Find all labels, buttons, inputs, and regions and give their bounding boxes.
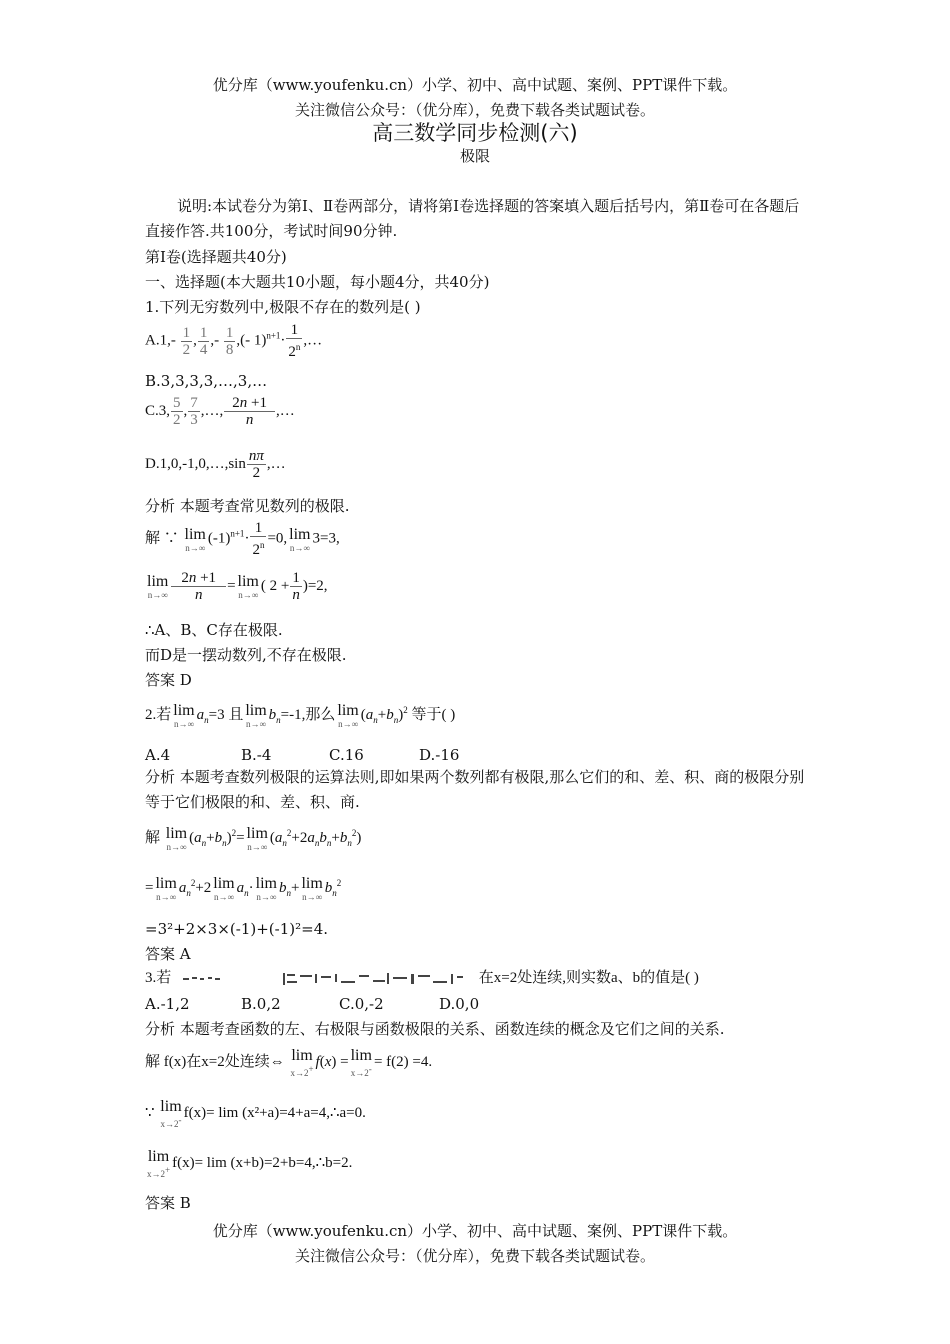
q2-analysis: 分析 本题考查数列极限的运算法则,即如果两个数列都有极限,那么它们的和、差、积、商的极限分别等于它们极限的和、差、积、商. [145, 768, 805, 811]
q1-solution-prefix: 解 ∵ [145, 530, 179, 547]
footer-line-1: 优分库（www.youfenku.cn）小学、初中、高中试题、案例、PPT课件下载。 [212, 1222, 738, 1240]
page-subtitle: 极限 [459, 147, 490, 165]
q1-answer: 答案 D [145, 671, 192, 689]
q1-solution-line-2: lim n→∞ $\frac{2n +1}{n}$ = lim n→∞ ( 2 + $\frac{1}{n}$ )=2, [147, 570, 328, 603]
q2-solution-line-2: = lim n→∞ $a_n^2+2$ lim n→∞ $a_n\cdot$ lim n→∞ $b_n+$ lim n→∞ $b_n^2$ [145, 875, 342, 903]
q2-solution-line-1: 解 lim n→∞ $(a_n+b_n)^2=$ lim n→∞ $(a_n^2+2a_nb_n+b_n^2)$ [145, 825, 362, 853]
q3-analysis: 分析 本题考查函数的左、右极限与函数极限的关系、函数连续的概念及它们之间的关系. [145, 1020, 725, 1038]
q3-solution-line-2: ∵ lim x→2- f(x)= lim (x²+a)=4+a=4,∴a=0. [145, 1098, 366, 1129]
page-title: 高三数学同步检测(六) [372, 121, 578, 145]
footer-line-2: 关注微信公众号：（优分库），免费下载各类试题试卷。 [294, 1247, 655, 1265]
q1-conclusion-1: ∴A、B、C存在极限. [145, 621, 283, 639]
q3-solution-line-1-end: = f(2) =4. [373, 1053, 433, 1070]
part-heading: 一、选择题(本大题共10小题，每小题4分，共40分) [145, 273, 490, 291]
q1-option-d: D.1,0,-1,0,…,sin $\frac{n\pi}{2}$ ,… [145, 448, 286, 481]
q3-stem [145, 968, 699, 988]
q3-option-b: B.0,2 [241, 995, 281, 1013]
q1-analysis: 分析 本题考查常见数列的极限. [145, 497, 350, 515]
q1-option-a-prefix: A.1,- [145, 332, 176, 349]
q3-solution-line-3-text: f(x)= lim (x+b)=2+b=4,∴b=2. [172, 1154, 353, 1171]
q1-conclusion-2: 而D是一摆动数列,不存在极限. [145, 646, 347, 664]
q3-stem-prefix: 3.若 [145, 970, 172, 986]
q3-solution-line-1: 解 f(x)在x=2处连续⇔ lim x→2+ f(x) = lim x→2- = f(2) =4. [145, 1047, 433, 1078]
q3-solution-line-2-text: f(x)= lim (x²+a)=4+a=4,∴a=0. [183, 1104, 366, 1121]
q3-stem-suffix: 在x=2处连续,则实数a、b的值是( ) [478, 970, 699, 986]
q2-option-c: C.16 [329, 746, 364, 764]
q2-answer: 答案 A [145, 945, 191, 963]
q1-option-c: C.3, $\frac{5}{2}$ , $\frac{7}{3}$ ,…, $\frac{2n +1}{n}$ ,… [145, 395, 295, 428]
q2-solution-prefix: 解 [145, 830, 161, 846]
intro-text: 说明:本试卷分为第Ⅰ、Ⅱ卷两部分，请将第Ⅰ卷选择题的答案填入题后括号内，第Ⅱ卷可在各题后直接作答.共100分，考试时间90分钟. [145, 197, 800, 240]
q3-answer: 答案 B [145, 1194, 191, 1212]
section-heading: 第Ⅰ卷(选择题共40分) [145, 248, 287, 266]
q2-option-d: D.-16 [419, 746, 460, 764]
q1-solution-line-1: 解 ∵ lim n→∞ $(-1)^{n+1}\cdot$ $\frac{1}{2^n}$ =0, lim n→∞ 3=3, [145, 520, 340, 558]
q1-option-d-prefix: D.1,0,-1,0,…,sin [145, 455, 246, 472]
q3-option-d: D.0,0 [439, 995, 480, 1013]
q3-solution-line-1-text: 解 f(x)在x=2处连续⇔ [145, 1053, 285, 1070]
q1-option-c-prefix: C.3, [145, 402, 171, 419]
header-line-1: 优分库（www.youfenku.cn）小学、初中、高中试题、案例、PPT课件下载。 [212, 76, 738, 94]
q2-stem-prefix: 2.若 [145, 707, 172, 723]
q1-option-b: B.3,3,3,3,…,3,… [145, 372, 268, 390]
q3-function-image [175, 972, 475, 986]
q3-option-a: A.-1,2 [145, 995, 190, 1013]
q2-option-b: B.-4 [241, 746, 272, 764]
q2-option-a: A.4 [145, 746, 171, 764]
q1-option-a: A.1,- $\frac{1}{2}$ , $\frac{1}{4}$ ,- $\frac{1}{8}$ ,(- 1)$^{n+1}$· $\frac{1}{2^n}$ ,… [145, 322, 323, 360]
q2-stem: 2.若 lim n→∞ $a_n=3$ 且 lim n→∞ $b_n=-1$,那么 lim n→∞ $(a_n+b_n)^2$ 等于( ) [145, 702, 456, 730]
q3-options [145, 994, 479, 1014]
header-line-2: 关注微信公众号：（优分库），免费下载各类试题试卷。 [294, 101, 655, 119]
q1-stem: 1.下列无穷数列中,极限不存在的数列是( ) [145, 298, 421, 316]
q3-option-c: C.0,-2 [339, 995, 384, 1013]
q2-options [145, 745, 459, 765]
q3-solution-line-3: lim x→2+ f(x)= lim (x+b)=2+b=4,∴b=2. [147, 1148, 353, 1179]
q2-solution-line-3: =3²+2×3×(-1)+(-1)²=4. [145, 920, 329, 938]
